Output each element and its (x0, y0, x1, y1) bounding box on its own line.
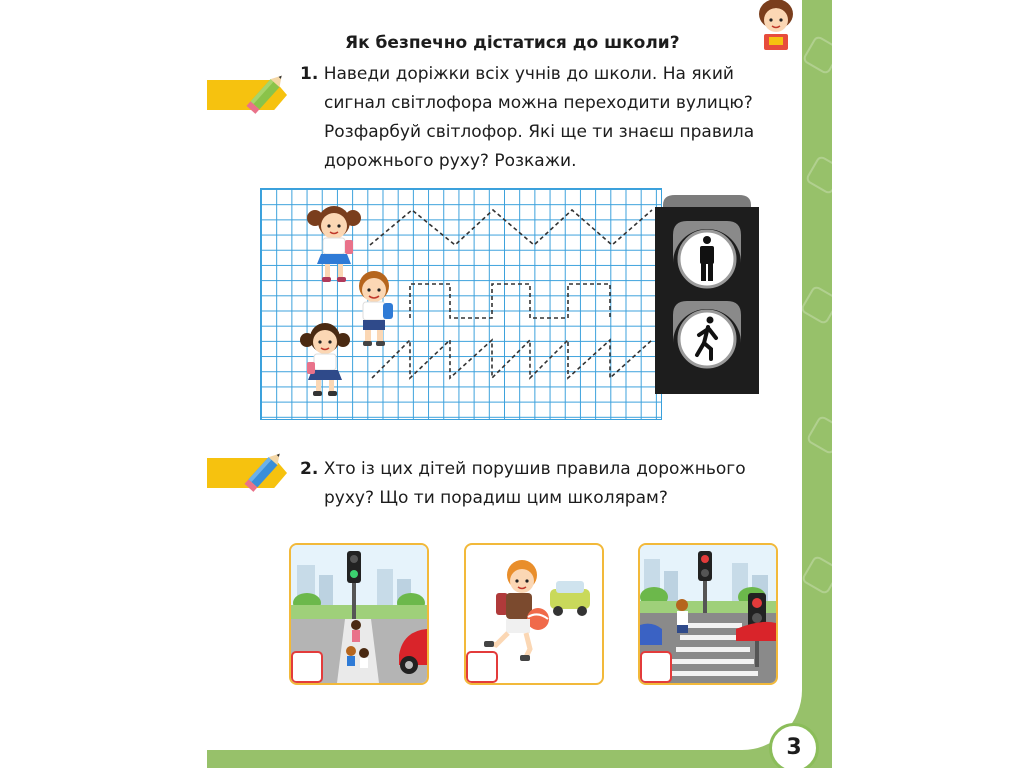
task-1-number: 1. (300, 64, 319, 84)
hex-decor (806, 415, 832, 456)
hex-decor (800, 285, 832, 326)
zigzag-path-top (370, 210, 652, 245)
answer-checkbox[interactable] (466, 651, 498, 683)
task-1-line: сигнал світлофора можна переходити вулицю? (324, 93, 753, 113)
pencil-icon (241, 444, 289, 496)
hex-decor (802, 35, 832, 76)
girl-with-book-illustration (752, 0, 800, 52)
page-title: Як безпечно дістатися до школи? (345, 33, 680, 53)
page-background (207, 0, 832, 768)
hex-decor (801, 555, 832, 596)
sawtooth-path-bottom (372, 340, 652, 378)
hex-decor (805, 155, 832, 196)
task-1-text (300, 60, 790, 176)
task-2-text (300, 455, 790, 513)
girl-dark-hair-illustration (297, 318, 353, 398)
task-1-line: Наведи доріжки всіх учнів до школи. На який (323, 64, 734, 84)
pedestrian-traffic-light (655, 193, 759, 394)
task-2-line: Хто із цих дітей порушив правила дорожнього (323, 459, 746, 479)
square-wave-path-middle (410, 284, 610, 318)
pencil-icon (243, 66, 291, 118)
picture-card-2 (464, 543, 604, 685)
page-number: 3 (769, 723, 819, 768)
answer-checkbox[interactable] (291, 651, 323, 683)
boy-with-backpack-illustration (347, 268, 401, 348)
task-1-line: дорожнього руху? Розкажи. (324, 151, 577, 171)
task-1-line: Розфарбуй світлофор. Які ще ти знаєш правила (324, 122, 755, 142)
worksheet (207, 0, 802, 750)
picture-card-3 (638, 543, 778, 685)
answer-checkbox[interactable] (640, 651, 672, 683)
picture-card-1 (289, 543, 429, 685)
task-2-number: 2. (300, 459, 319, 479)
task-2-line: руху? Що ти порадиш цим школярам? (324, 488, 668, 508)
